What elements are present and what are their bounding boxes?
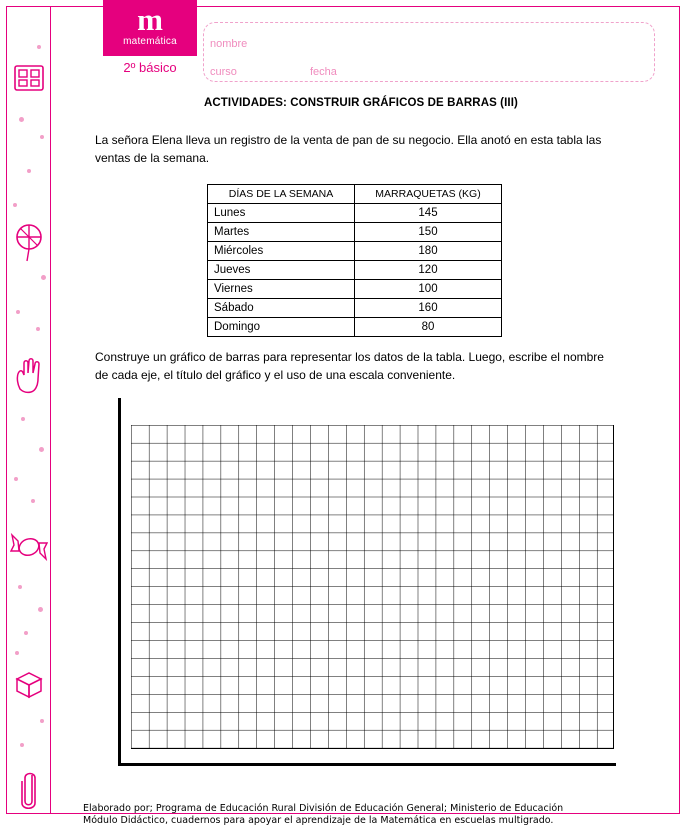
dot-decoration bbox=[40, 135, 44, 139]
dot-decoration bbox=[37, 45, 41, 49]
subject-logo bbox=[103, 0, 197, 56]
column-header-value: MARRAQUETAS (KG) bbox=[355, 185, 502, 204]
logo-subject-label: matemática bbox=[123, 36, 177, 47]
box-doodle-icon bbox=[13, 667, 45, 701]
intro-paragraph: La señora Elena lleva un registro de la venta de pan de su negocio. Ella anotó en esta tabla las ventas de la semana. bbox=[95, 133, 602, 165]
cell-value: 80 bbox=[355, 318, 502, 337]
dot-decoration bbox=[36, 327, 40, 331]
cell-day: Sábado bbox=[208, 299, 355, 318]
curso-field-label[interactable]: curso bbox=[210, 66, 237, 78]
dot-decoration bbox=[38, 607, 43, 612]
footer-credit bbox=[83, 803, 643, 827]
footer-credit-rest: Programa de Educación Rural División de Educación General; Ministerio de Educación bbox=[152, 803, 564, 814]
table-row bbox=[208, 280, 502, 299]
cell-day: Jueves bbox=[208, 261, 355, 280]
candy-doodle-icon bbox=[10, 529, 48, 565]
footer-credit-line2: Módulo Didáctico, cuadernos para apoyar el aprendizaje de la Matemática en escuelas multigrado. bbox=[83, 815, 554, 826]
cell-value: 120 bbox=[355, 261, 502, 280]
table-row bbox=[208, 318, 502, 337]
dot-decoration bbox=[19, 117, 24, 122]
cell-day: Miércoles bbox=[208, 242, 355, 261]
sales-table bbox=[207, 184, 502, 337]
table-header-row bbox=[208, 185, 502, 204]
nombre-field-label[interactable]: nombre bbox=[210, 38, 248, 50]
table-body bbox=[208, 204, 502, 337]
activity-title: ACTIVIDADES: CONSTRUIR GRÁFICOS DE BARRAS (III) bbox=[204, 97, 518, 109]
student-info-box[interactable] bbox=[203, 22, 655, 82]
decorative-strip bbox=[7, 7, 50, 813]
cell-day: Martes bbox=[208, 223, 355, 242]
dot-decoration bbox=[39, 447, 44, 452]
page-border-inner-line bbox=[50, 6, 51, 814]
table-row bbox=[208, 204, 502, 223]
dot-decoration bbox=[14, 477, 18, 481]
fecha-field-label[interactable]: fecha bbox=[310, 66, 337, 78]
dot-decoration bbox=[27, 169, 31, 173]
y-axis bbox=[118, 398, 121, 766]
hand-doodle-icon bbox=[12, 355, 46, 395]
cell-value: 150 bbox=[355, 223, 502, 242]
table-row bbox=[208, 242, 502, 261]
table-row bbox=[208, 299, 502, 318]
cell-value: 160 bbox=[355, 299, 502, 318]
column-header-day: DÍAS DE LA SEMANA bbox=[208, 185, 355, 204]
instruction-paragraph: Construye un gráfico de barras para representar los datos de la tabla. Luego, escribe el nombre de cada eje, el título del gráfico y el uso de una escala conveniente. bbox=[95, 350, 604, 382]
table-row bbox=[208, 261, 502, 280]
x-axis bbox=[118, 763, 616, 766]
dot-decoration bbox=[21, 417, 25, 421]
cell-value: 180 bbox=[355, 242, 502, 261]
dot-decoration bbox=[15, 651, 19, 655]
paperclip-doodle-icon bbox=[17, 769, 41, 813]
table-row bbox=[208, 223, 502, 242]
dot-decoration bbox=[18, 585, 22, 589]
cell-day: Domingo bbox=[208, 318, 355, 337]
cell-day: Lunes bbox=[208, 204, 355, 223]
cell-day: Viernes bbox=[208, 280, 355, 299]
dot-decoration bbox=[20, 743, 24, 747]
dot-decoration bbox=[16, 310, 20, 314]
dot-decoration bbox=[31, 499, 35, 503]
chart-grid[interactable] bbox=[131, 425, 614, 749]
pinwheel-doodle-icon bbox=[11, 222, 47, 262]
dot-decoration bbox=[40, 719, 44, 723]
dot-decoration bbox=[41, 275, 46, 280]
grade-label: 2º básico bbox=[123, 60, 177, 75]
logo-letter: m bbox=[137, 2, 163, 37]
window-doodle-icon bbox=[12, 62, 46, 96]
footer-credit-bold: Elaborado por; bbox=[83, 803, 153, 814]
dot-decoration bbox=[13, 203, 17, 207]
cell-value: 100 bbox=[355, 280, 502, 299]
blank-bar-chart-area[interactable] bbox=[118, 398, 616, 766]
dot-decoration bbox=[24, 631, 28, 635]
cell-value: 145 bbox=[355, 204, 502, 223]
